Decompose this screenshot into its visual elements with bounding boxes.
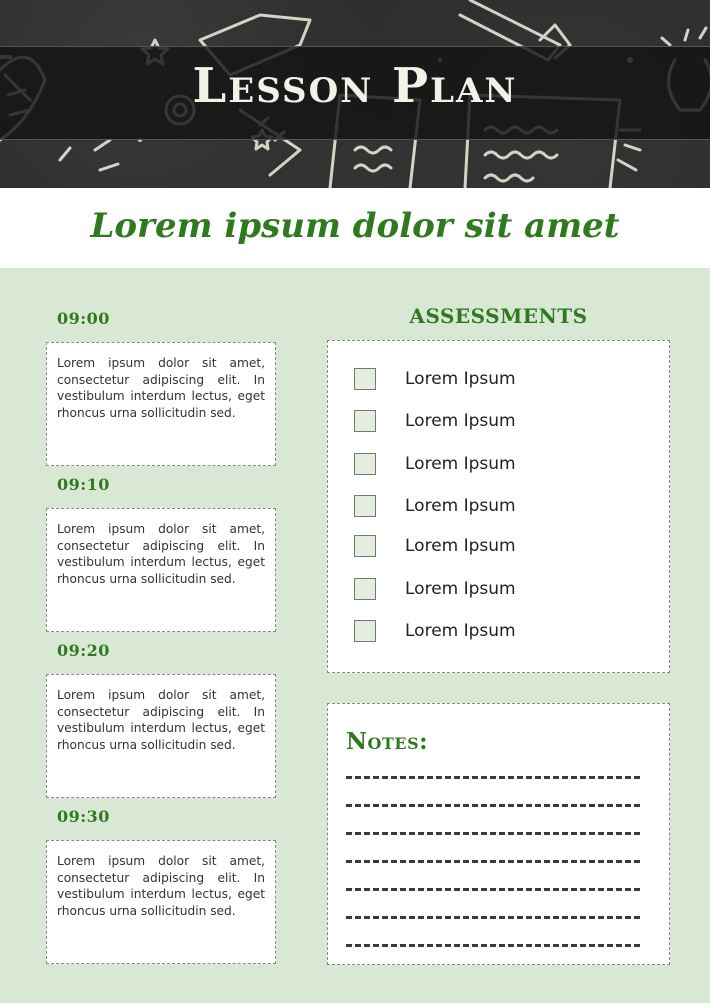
assessment-label: Lorem Ipsum	[405, 496, 516, 516]
assessment-item[interactable]	[354, 535, 516, 557]
schedule-slot-box[interactable]	[46, 674, 276, 798]
schedule-time: 09:20	[57, 641, 110, 660]
checkbox[interactable]	[354, 620, 376, 642]
schedule-time: 09:30	[57, 807, 110, 826]
assessment-label: Lorem Ipsum	[405, 621, 516, 641]
checkbox[interactable]	[354, 410, 376, 432]
checkbox[interactable]	[354, 495, 376, 517]
assessment-item[interactable]	[354, 578, 516, 600]
assessment-label: Lorem Ipsum	[405, 369, 516, 389]
checkbox[interactable]	[354, 453, 376, 475]
schedule-time: 09:00	[57, 309, 110, 328]
schedule-slot-box[interactable]	[46, 840, 276, 964]
assessment-item[interactable]	[354, 495, 516, 517]
schedule-slot-text: Lorem ipsum dolor sit amet, consectetur adipiscing elit. In vestibulum interdum lectus, eget rhoncus urna sollicitudin sed.	[57, 854, 265, 918]
assessments-box	[327, 340, 670, 673]
schedule-slot-text: Lorem ipsum dolor sit amet, consectetur adipiscing elit. In vestibulum interdum lectus, eget rhoncus urna sollicitudin sed.	[57, 356, 265, 420]
subtitle: Lorem ipsum dolor sit amet	[90, 206, 620, 246]
schedule-slot-box[interactable]	[46, 508, 276, 632]
notes-line	[346, 832, 640, 835]
schedule-slot-text: Lorem ipsum dolor sit amet, consectetur adipiscing elit. In vestibulum interdum lectus, eget rhoncus urna sollicitudin sed.	[57, 688, 265, 752]
notes-line	[346, 944, 640, 947]
assessment-item[interactable]	[354, 453, 516, 475]
page-title: Lesson Plan	[192, 58, 518, 114]
assessment-item[interactable]	[354, 368, 516, 390]
assessment-label: Lorem Ipsum	[405, 579, 516, 599]
notes-line	[346, 776, 640, 779]
checkbox[interactable]	[354, 535, 376, 557]
assessments-heading: ASSESSMENTS	[409, 304, 588, 328]
checkbox[interactable]	[354, 368, 376, 390]
notes-box[interactable]	[327, 703, 670, 965]
schedule-time: 09:10	[57, 475, 110, 494]
assessment-item[interactable]	[354, 620, 516, 642]
assessment-item[interactable]	[354, 410, 516, 432]
assessment-label: Lorem Ipsum	[405, 536, 516, 556]
assessment-label: Lorem Ipsum	[405, 411, 516, 431]
notes-heading: Notes:	[346, 728, 429, 755]
notes-line	[346, 916, 640, 919]
notes-line	[346, 888, 640, 891]
schedule-slot-text: Lorem ipsum dolor sit amet, consectetur adipiscing elit. In vestibulum interdum lectus, eget rhoncus urna sollicitudin sed.	[57, 522, 265, 586]
assessment-label: Lorem Ipsum	[405, 454, 516, 474]
checkbox[interactable]	[354, 578, 376, 600]
schedule-slot-box[interactable]	[46, 342, 276, 466]
notes-line	[346, 804, 640, 807]
notes-line	[346, 860, 640, 863]
